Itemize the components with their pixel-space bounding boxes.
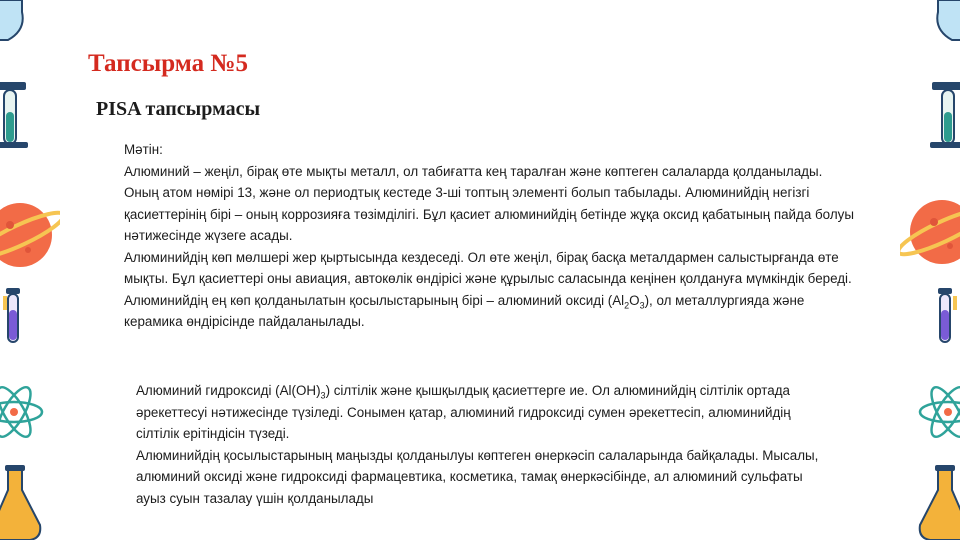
planet-icon [900, 200, 960, 264]
subscript: 3 [639, 300, 645, 311]
paragraph-3-part-a: Алюминий гидроксиді (Al(OH) [136, 383, 321, 398]
paragraph-2-part-a: Алюминийдің көп мөлшері жер қыртысында кездеседі. Ол өте жеңіл, бірақ басқа металдармен салыстырғанда өте мықты. Бұл қасиеттері оны авиация, автокөлік өндірісі және құрылыс саласында кеңінен қолдануға мүмкіндік береді. Алюминийдің ең көп қолданылатын қосылыстарының бірі – алюминий оксиді (Al [124, 249, 852, 308]
atom-icon [0, 383, 42, 441]
flask-icon [920, 465, 960, 540]
test-tube-icon [3, 288, 20, 342]
paragraph-3 [136, 380, 836, 445]
text-block-secondary [136, 380, 836, 509]
paragraph-2-part-c: ), ол металлургияда және керамика өндірісінде пайдаланылады. [124, 292, 805, 329]
paragraph-1: Алюминий – жеңіл, бірақ өте мықты металл, ол табиғатта кең таралған және көптеген салаларда қолданылады. Оның атом нөмірі 13, және ол периодтық кестеде 3-ші топтың элементі болып табылады. Алюминийдің негізгі қасиеттерінің бірі – оның коррозияға төзімділігі. Бұл қасиет алюминийдің бетінде жұқа оксид қабатының пайда болуы нәтижесінде жүзеге асады. [124, 163, 854, 243]
test-tube-rack-icon [0, 82, 28, 148]
test-tube-icon [938, 288, 957, 342]
slide-title: Тапсырма №5 [88, 50, 248, 77]
test-tube-rack-icon [930, 82, 960, 148]
subscript: 3 [320, 390, 326, 401]
right-decoration-strip [900, 0, 960, 540]
left-decoration-strip [0, 0, 60, 540]
paragraph-2 [124, 247, 854, 333]
atom-icon [920, 383, 960, 441]
flask-icon [0, 465, 40, 540]
slide-subtitle: PISA тапсырмасы [96, 98, 261, 120]
planet-icon [0, 203, 60, 267]
paragraph-3-part-b: ) сілтілік және қышқылдық қасиеттерге ие. Ол алюминийдің сілтілік ортада әрекеттесуі нәтижесінде түзіледі. Сонымен қатар, алюминий гидроксиді сумен әрекеттесіп, алюминийдің сілтілік ерітіндісін түзеді. [136, 383, 791, 441]
flask-icon [0, 0, 23, 40]
paragraph-4: Алюминийдің қосылыстарының маңызды қолданылуы көптеген өнеркәсіп салаларында байқалады. Мысалы, алюминий оксиді және гидроксиді фармацевтика, косметика, тамақ өнеркәсібінде, ал алюминий сульфаты ауыз суын тазалау үшін қолданылады [136, 447, 819, 506]
text-label: Мәтін: [124, 142, 163, 157]
paragraph-2-part-b: O [629, 292, 640, 308]
text-block-main [124, 139, 854, 333]
flask-icon [937, 0, 960, 40]
subscript: 2 [624, 300, 630, 311]
